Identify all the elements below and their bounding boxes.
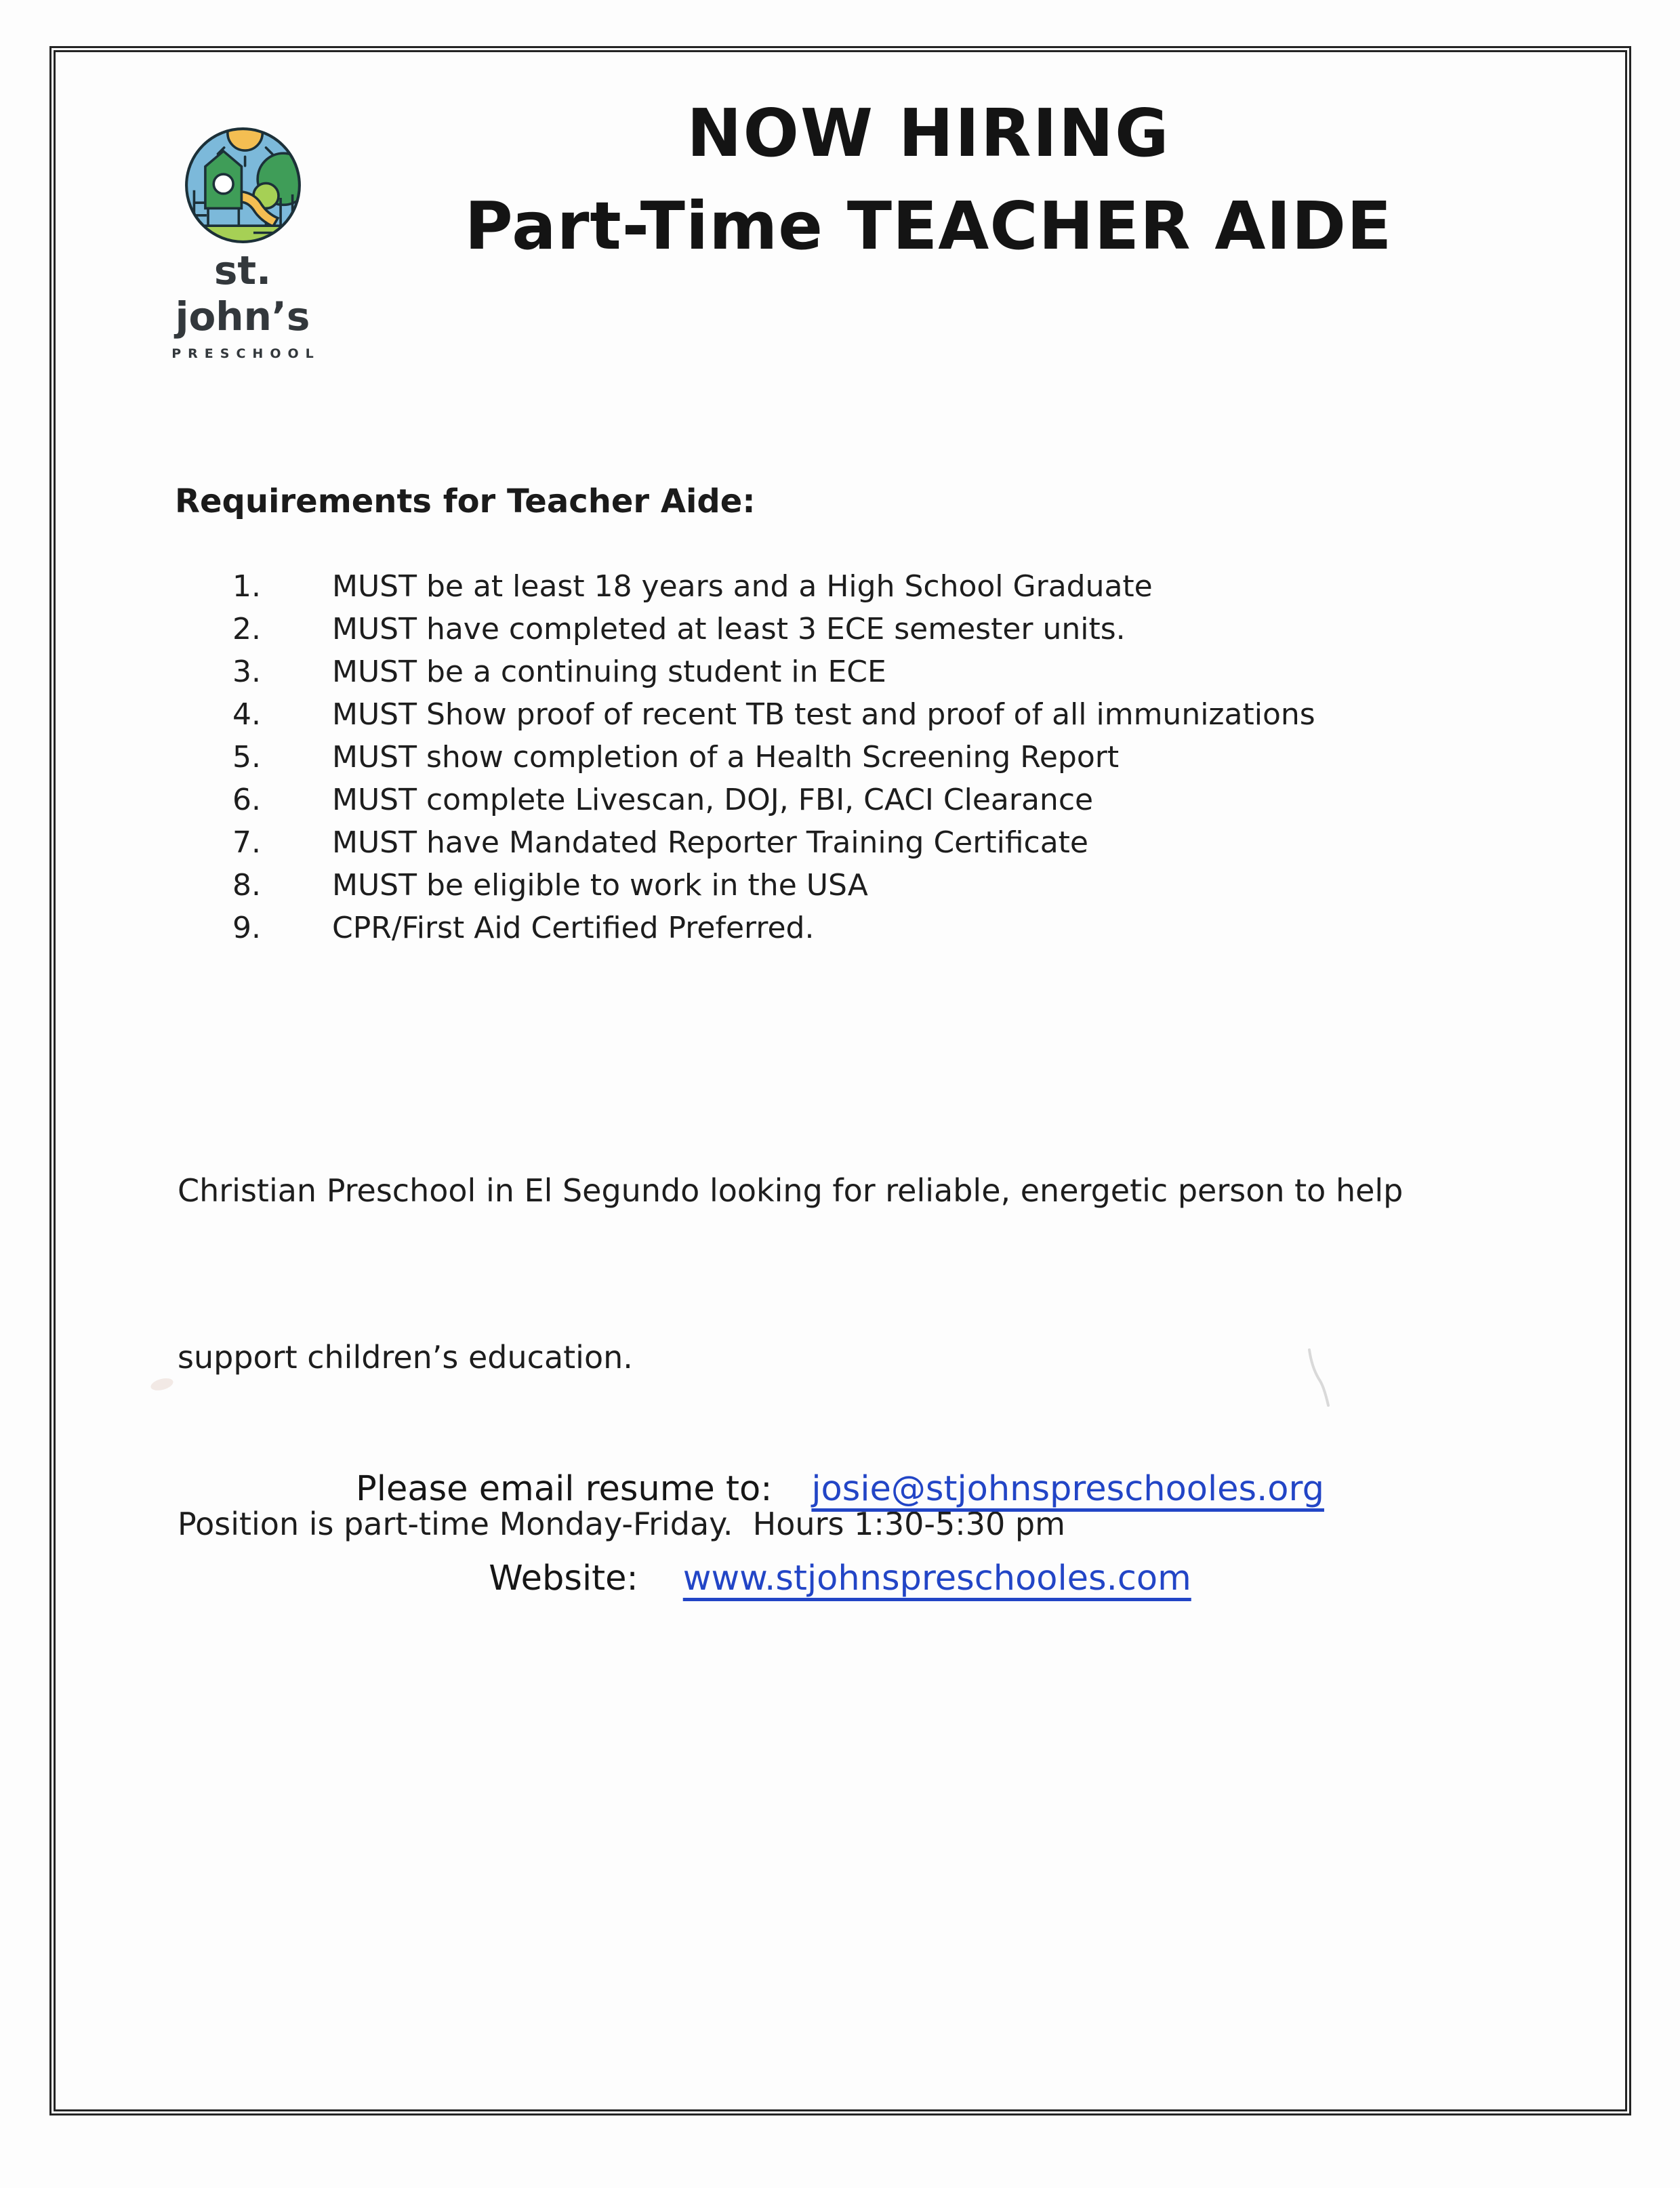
requirement-text: CPR/First Aid Certified Preferred. [332,911,815,945]
requirement-item [232,740,1315,783]
requirement-number: 6. [232,783,261,817]
requirement-number: 1. [232,569,261,604]
title-now-hiring: NOW HIRING [687,95,1170,171]
requirement-text: MUST show completion of a Health Screening Report [332,740,1120,775]
requirement-number: 7. [232,825,261,860]
description-line: Christian Preschool in El Segundo looking for reliable, energetic person to help [178,1172,1404,1209]
flyer-title [366,95,1491,264]
email-row [0,1469,1680,1509]
website-label: Website: [489,1559,638,1598]
preschool-logo [161,126,324,361]
description-line: Position is part-time Monday-Friday. Hours 1:30-5:30 pm [178,1506,1065,1542]
logo-name: st. john’s [175,247,310,339]
requirement-item [232,655,1315,697]
requirement-number: 3. [232,655,261,689]
requirement-item [232,697,1315,740]
requirement-text: MUST complete Livescan, DOJ, FBI, CACI Clearance [332,783,1094,817]
title-position: Part-Time TEACHER AIDE [464,188,1393,264]
requirement-item [232,911,1315,953]
requirement-number: 5. [232,740,261,775]
website-link[interactable]: www.stjohnspreschooles.com [682,1559,1191,1598]
requirement-text: MUST be at least 18 years and a High School Graduate [332,569,1153,604]
requirement-number: 4. [232,697,261,732]
requirements-list [232,569,1315,953]
description-line: support children’s education. [178,1339,633,1376]
website-row [0,1559,1680,1598]
logo-subtitle: PRESCHOOL [171,346,321,361]
requirement-number: 9. [232,911,261,945]
requirement-number: 8. [232,868,261,903]
requirement-item [232,868,1315,911]
requirement-text: MUST be eligible to work in the USA [332,868,868,903]
requirement-text: MUST have completed at least 3 ECE semester units. [332,612,1126,646]
requirement-text: MUST be a continuing student in ECE [332,655,886,689]
requirement-item [232,612,1315,655]
requirements-heading: Requirements for Teacher Aide: [175,482,756,520]
requirement-item [232,783,1315,825]
requirement-text: MUST Show proof of recent TB test and proof of all immunizations [332,697,1315,732]
scan-artifact-mark [1300,1347,1334,1408]
email-label: Please email resume to: [356,1469,773,1509]
requirement-item [232,569,1315,612]
playground-logo-icon [184,126,302,245]
requirement-text: MUST have Mandated Reporter Training Certificate [332,825,1089,860]
requirement-number: 2. [232,612,261,646]
requirement-item [232,825,1315,868]
playhouse-window-icon [213,174,233,194]
email-link[interactable]: josie@stjohnspreschooles.org [811,1469,1324,1509]
